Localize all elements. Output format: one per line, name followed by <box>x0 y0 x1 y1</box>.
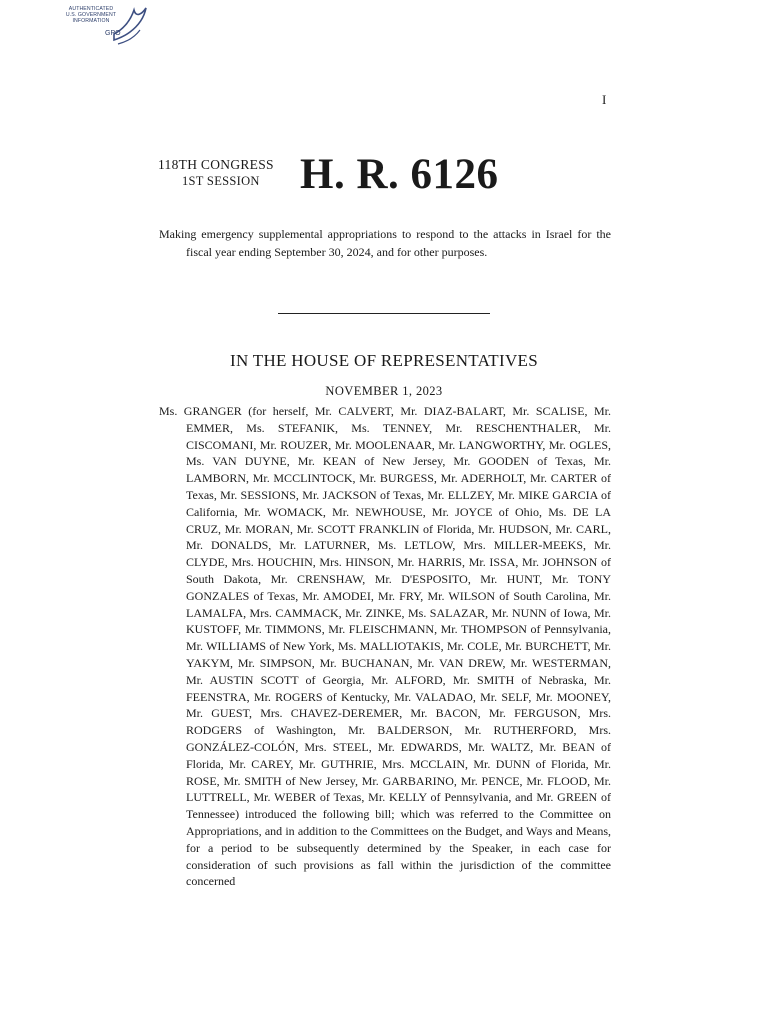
date-text: NOVEMBER 1, 2023 <box>325 384 443 398</box>
bill-number: H. R. 6126 <box>300 151 499 198</box>
eagle-icon <box>108 4 148 48</box>
session-label: 1ST SESSION <box>182 174 260 188</box>
purpose-text: Making emergency supplemental appropriations to respond to the attacks in Israel for the fiscal year ending September 30, 2024, and for other purposes. <box>159 227 611 259</box>
chamber-heading <box>0 351 768 371</box>
congress-label: 118TH CONGRESS <box>158 157 274 172</box>
sponsors-text: Ms. GRANGER (for herself, Mr. CALVERT, Mr. DIAZ-BALART, Mr. SCALISE, Mr. EMMER, Ms. STEFANIK, Ms. TENNEY, Mr. RESCHENTHALER, Mr. CISCOMANI, Mr. ROUZER, Mr. MOOLENAAR, Mr. LANGWORTHY, Mr. OGLES, Ms. VAN DUYNE, Mr. KEAN of New Jersey, Mr. GOODEN of Texas, Mr. LAMBORN, Mr. MCCLINTOCK, Mr. BURGESS, Mr. ADERHOLT, Mr. CARTER of Texas, Mr. SESSIONS, Mr. JACKSON of Texas, Mr. ELLZEY, Mr. MIKE GARCIA of California, Mr. WOMACK, Mr. NEWHOUSE, Mr. JOYCE of Ohio, Ms. DE LA CRUZ, Mr. MORAN, Mr. SCOTT FRANKLIN of Florida, Mr. HUDSON, Mr. CARL, Mr. DONALDS, Mr. LATURNER, Ms. LETLOW, Mrs. MILLER-MEEKS, Mr. CLYDE, Mrs. HOUCHIN, Mrs. HINSON, Mr. HARRIS, Mr. ISSA, Mr. JOHNSON of South Dakota, Mr. CRENSHAW, Mr. D'ESPOSITO, Mr. HUNT, Mr. TONY GONZALES of Texas, Mr. AMODEI, Mr. FRY, Mr. WILSON of South Carolina, Mr. LAMALFA, Mrs. CAMMACK, Mr. ZINKE, Ms. SALAZAR, Mr. NUNN of Iowa, Mr. KUSTOFF, Mr. TIMMONS, Mr. FLEISCHMANN, Mr. THOMPSON of Pennsylvania, Mr. WILLIAMS of New York, Ms. MALLIOTAKIS, Mr. COLE, Mr. BURCHETT, Mr. YAKYM, Mr. SIMPSON, Mr. BUCHANAN, Mr. VAN DREW, Mr. WESTERMAN, Mr. AUSTIN SCOTT of Georgia, Mr. ALFORD, Mr. SMITH of Nebraska, Mr. FEENSTRA, Mr. ROGERS of Kentucky, Mr. VALADAO, Mr. SELF, Mr. MOONEY, Mr. GUEST, Mrs. CHAVEZ-DEREMER, Mr. BACON, Mr. FERGUSON, Mrs. RODGERS of Washington, Mr. BALDERSON, Mr. RUTHERFORD, Mrs. GONZÁLEZ-COLÓN, Mrs. STEEL, Mr. EDWARDS, Mr. WALTZ, Mr. BEAN of Florida, Mr. CAREY, Mr. GUTHRIE, Mrs. MCCLAIN, Mr. DUNN of Florida, Mr. ROSE, Mr. SMITH of New Jersey, Mr. GARBARINO, Mr. PENCE, Mr. FLOOD, Mr. LUTTRELL, Mr. WEBER of Texas, Mr. KELLY of Pennsylvania, and Mr. GREEN of Tennessee) introduced the following bill; which was referred to the Committee on Appropriations, and in addition to the Committees on the Budget, and Ways and Means, for a period to be subsequently determined by the Speaker, in each case for consideration of such provisions as fall within the jurisdiction of the committee concerned <box>159 404 611 889</box>
gpo-mark: GPO <box>105 30 121 37</box>
sponsors-paragraph <box>159 403 611 890</box>
logo-text: AUTHENTICATED U.S. GOVERNMENT INFORMATION <box>65 6 117 24</box>
divider-rule <box>278 313 490 314</box>
page-marker: I <box>602 92 607 107</box>
chamber-text: IN THE HOUSE OF REPRESENTATIVES <box>230 351 538 370</box>
congress-session <box>158 157 274 189</box>
introduction-date <box>0 384 768 399</box>
bill-purpose <box>159 225 611 261</box>
gpo-authentication-logo <box>60 4 152 48</box>
